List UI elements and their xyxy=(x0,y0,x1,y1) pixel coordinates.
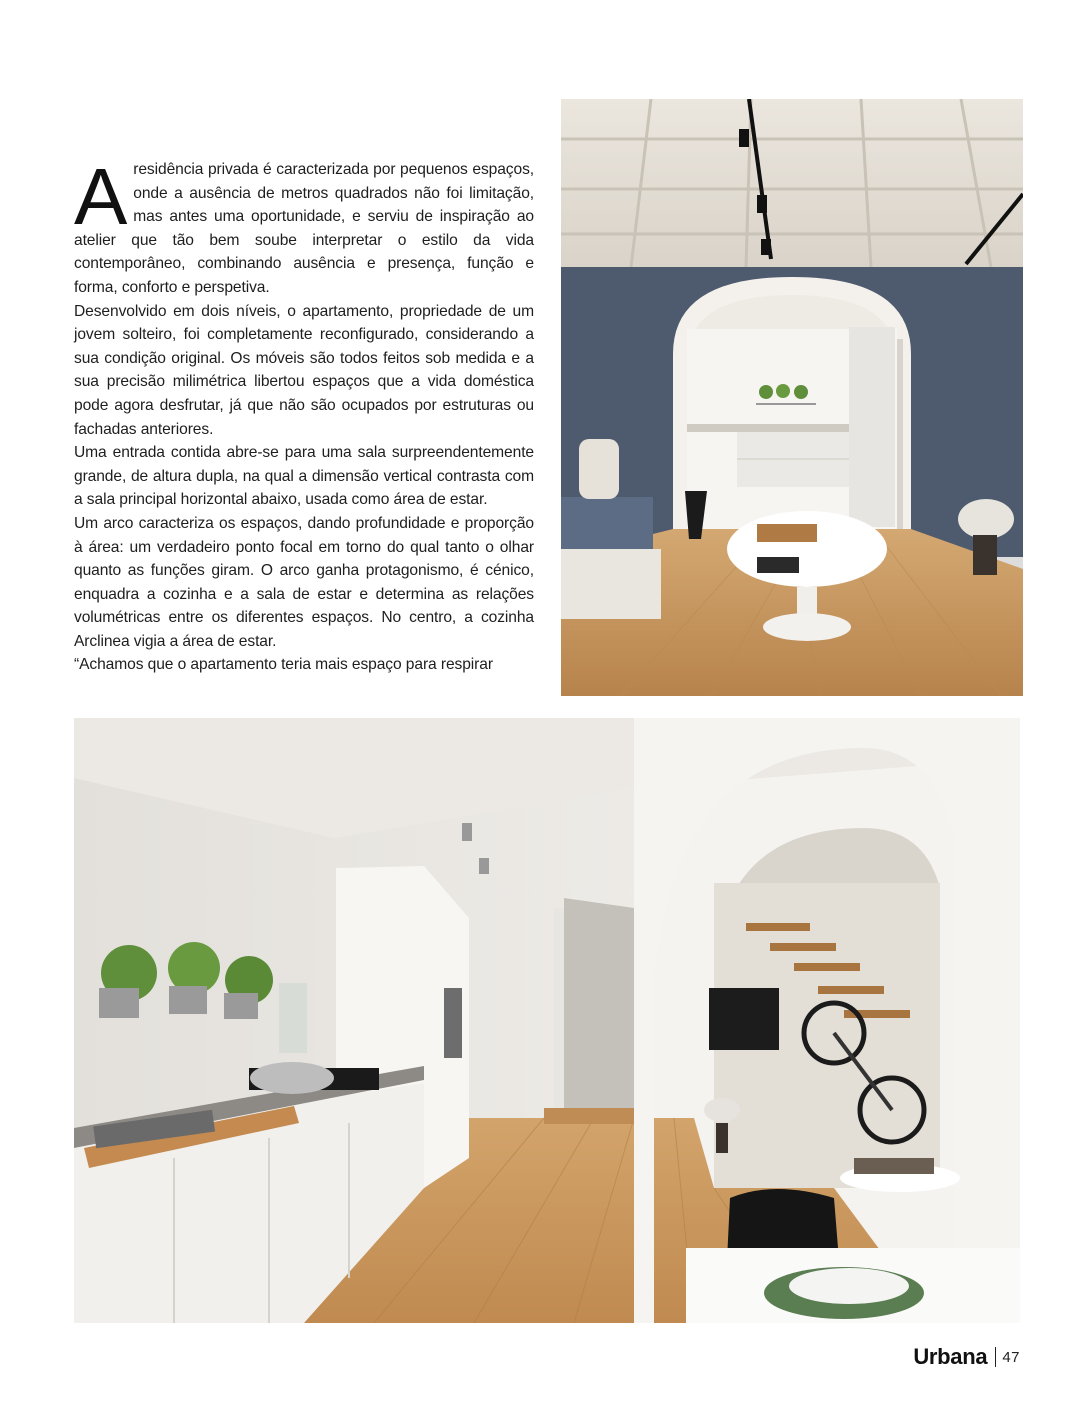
paragraph-2: Desenvolvido em dois níveis, o apartamento, propriedade de um jovem solteiro, foi completamente reconfigurado, considerando a sua condição original. Os móveis são todos feitos sob medida e a sua precisão milimétrica libertou espaços que a vida doméstica pode agora desfrutar, já que não são ocupados por estruturas ou fachadas anteriores. xyxy=(74,302,534,438)
kitchen-photo xyxy=(74,718,1020,1323)
magazine-brand: Urbana xyxy=(913,1344,988,1369)
paragraph-5: “Achamos que o apartamento teria mais espaço para respirar xyxy=(74,656,493,674)
paragraph-4: Um arco caracteriza os espaços, dando profundidade e proporção à área: um verdadeiro ponto focal em torno do qual tanto o olhar quanto as funções giram. O arco ganha protagonismo, é cénico, enquadra a cozinha e a sala de estar e determina as relações volumétricas entre os diferentes espaços. No centro, a cozinha Arclinea vigia a área de estar. xyxy=(74,514,534,650)
page-footer xyxy=(913,1342,1020,1372)
paragraph-1: residência privada é caracterizada por pequenos espaços, onde a ausência de metros quadrados não foi limitação, mas antes uma oportunidade, e serviu de inspiração ao atelier que tão bem soube interpretar o estilo da vida contemporâneo, combinando ausência e presença, função e forma, conforto e perspetiva. xyxy=(74,161,534,296)
article-text xyxy=(74,152,534,677)
living-room-arch-image xyxy=(561,99,1023,696)
kitchen-image xyxy=(74,718,1020,1323)
footer-divider xyxy=(995,1347,996,1367)
drop-cap: A xyxy=(74,152,128,241)
paragraph-3: Uma entrada contida abre-se para uma sala surpreendentemente grande, de altura dupla, na qual a dimensão vertical contrasta com a sala principal horizontal abaixo, usada como área de estar. xyxy=(74,444,534,509)
living-room-arch-photo xyxy=(561,99,1023,696)
page-number: 47 xyxy=(1002,1348,1020,1366)
